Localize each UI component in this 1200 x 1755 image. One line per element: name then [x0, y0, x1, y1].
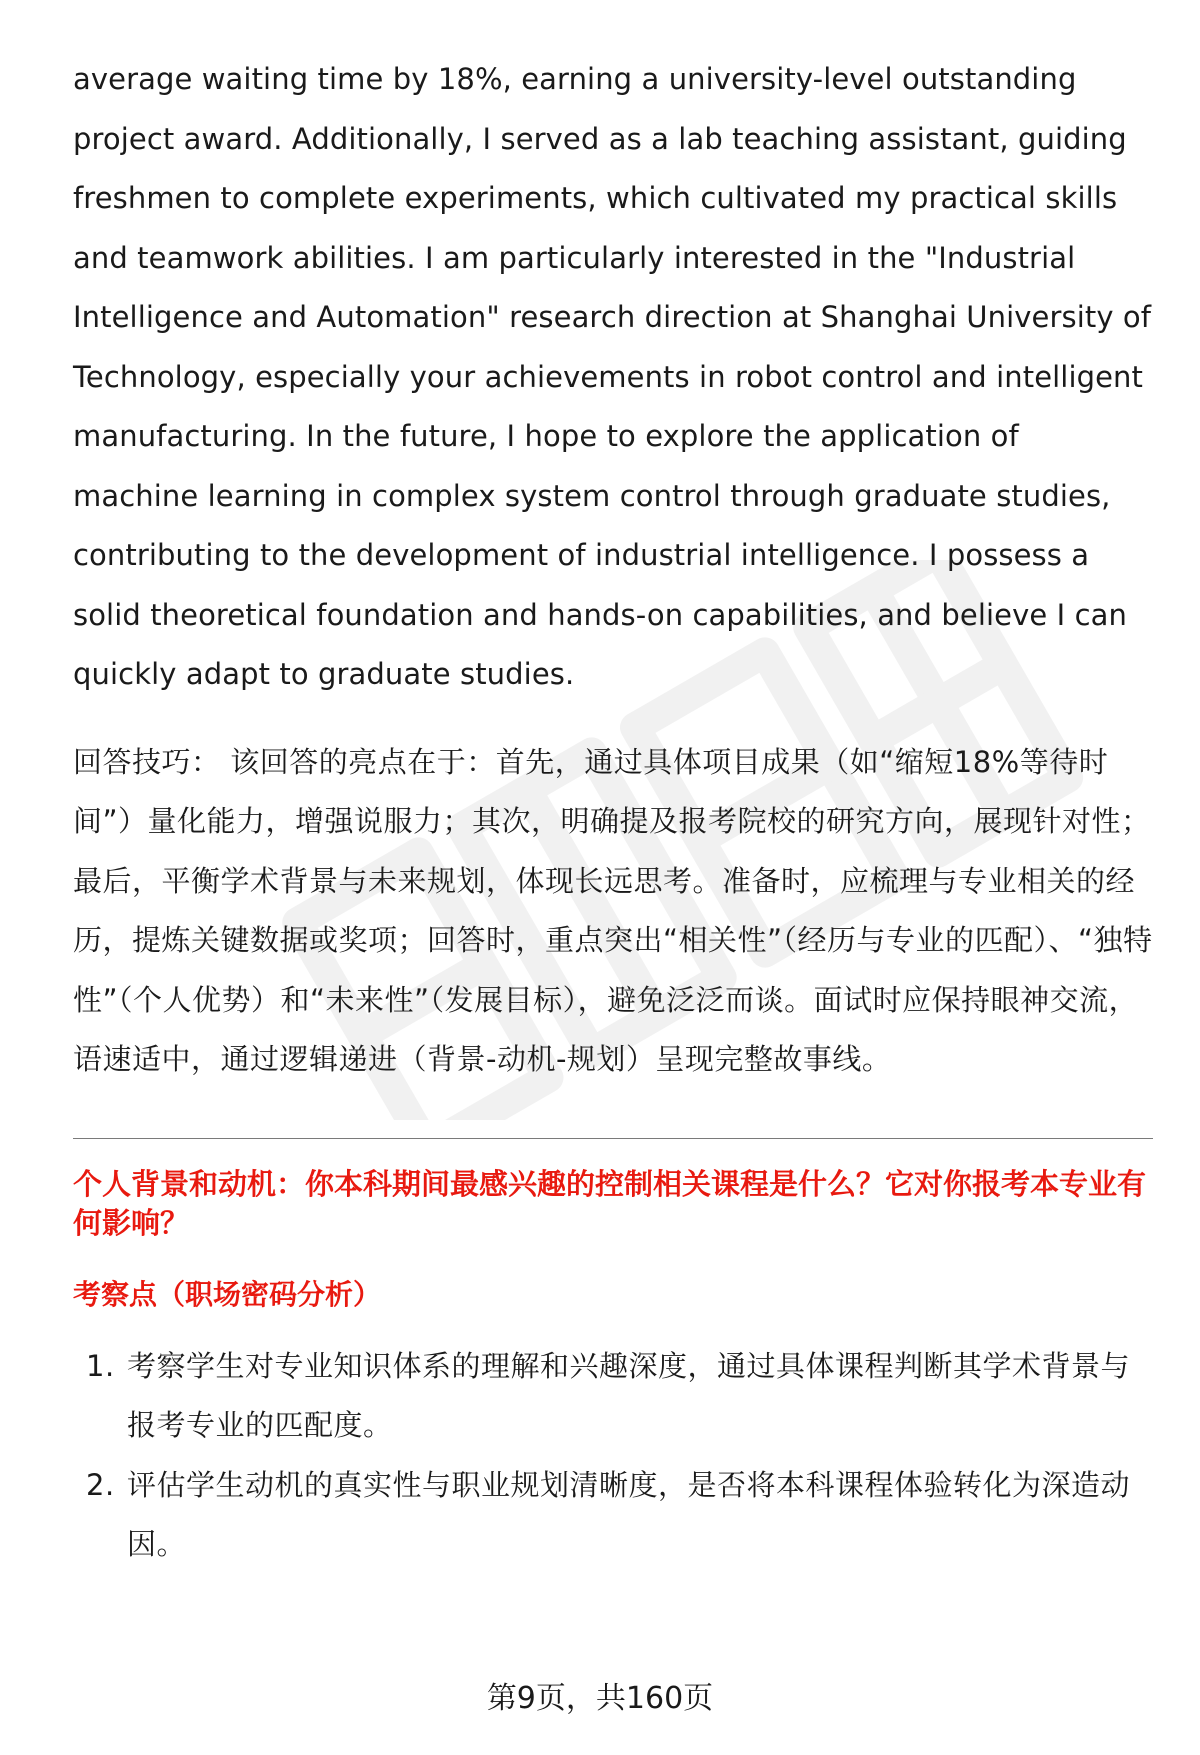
- list-item-text: 评估学生动机的真实性与职业规划清晰度，是否将本科课程体验转化为深造动因。: [127, 1467, 1131, 1561]
- english-answer-paragraph: average waiting time by 18%, earning a university-level outstanding project award. Additionally, I served as a lab teaching assistant, guiding freshmen to complete experiments, which cultivated my practical skills and teamwork abilities. I am particularly interested in the "Industrial Intelligence and Automation" research direction at Shanghai University of Technology, especially your achievements in robot control and intelligent manufacturing. In the future, I hope to explore the application of machine learning in complex system control through graduate studies, contributing to the development of industrial intelligence. I possess a solid theoretical foundation and hands-on capabilities, and believe I can quickly adapt to graduate studies.: [73, 62, 1152, 691]
- list-item: [73, 1337, 1153, 1456]
- answer-tips-paragraph: 回答技巧： 该回答的亮点在于：首先，通过具体项目成果（如“缩短18%等待时间”）量化能力，增强说服力；其次，明确提及报考院校的研究方向，展现针对性；最后，平衡学术背景与未来规划，体现长远思考。准备时，应梳理与专业相关的经历，提炼关键数据或奖项；回答时，重点突出“相关性”（经历与专业的匹配）、“独特性”（个人优势）和“未来性”（发展目标），避免泛泛而谈。面试时应保持眼神交流，语速适中，通过逻辑递进（背景-动机-规划）呈现完整故事线。: [73, 744, 1153, 1076]
- list-item-text: 考察学生对专业知识体系的理解和兴趣深度，通过具体课程判断其学术背景与报考专业的匹配度。: [127, 1348, 1131, 1442]
- assessment-points-list: [73, 1337, 1153, 1575]
- page-content: [73, 50, 1153, 1575]
- list-item-number: 2.: [86, 1467, 115, 1502]
- question-heading: 个人背景和动机：你本科期间最感兴趣的控制相关课程是什么？它对你报考本专业有何影响？: [73, 1166, 1147, 1240]
- page-number-footer: 第9页，共160页: [486, 1681, 714, 1716]
- section-divider: [73, 1138, 1153, 1139]
- assessment-points-heading: 考察点（职场密码分析）: [73, 1277, 382, 1311]
- list-item: [73, 1456, 1153, 1575]
- list-item-number: 1.: [86, 1348, 115, 1383]
